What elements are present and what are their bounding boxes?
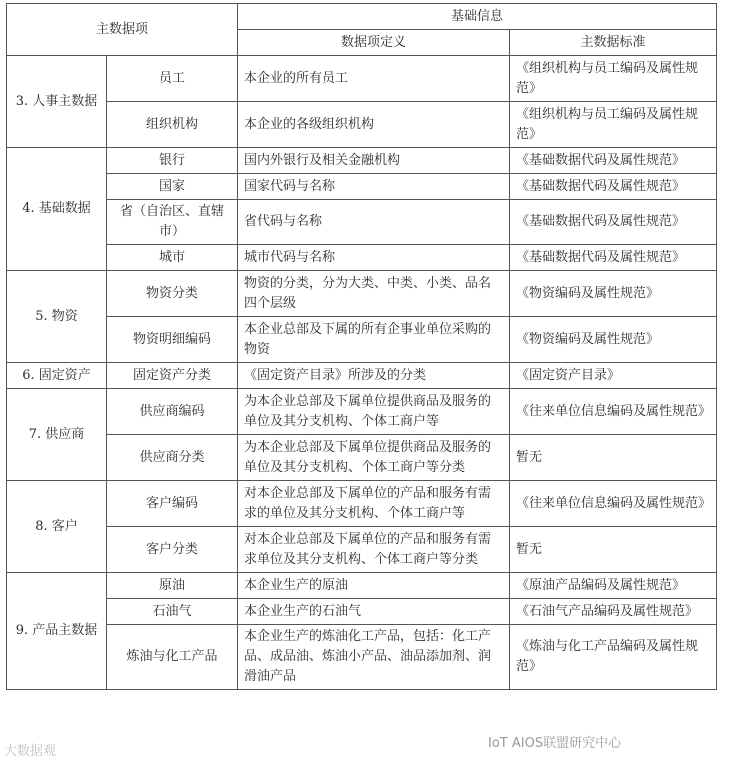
definition-cell: 《固定资产目录》所涉及的分类 <box>238 363 510 389</box>
definition-cell: 国家代码与名称 <box>238 174 510 200</box>
item-name-cell: 银行 <box>107 148 238 174</box>
item-name-cell: 客户分类 <box>107 527 238 573</box>
table-row <box>7 625 717 690</box>
table-row <box>7 174 717 200</box>
group-name-cell: 8. 客户 <box>7 481 107 573</box>
definition-cell: 为本企业总部及下属单位提供商品及服务的单位及其分支机构、个体工商户等分类 <box>238 435 510 481</box>
item-name-cell: 物资明细编码 <box>107 317 238 363</box>
item-name-cell: 炼油与化工产品 <box>107 625 238 690</box>
standard-cell: 《原油产品编码及属性规范》 <box>510 573 717 599</box>
table-row <box>7 317 717 363</box>
item-name-cell: 客户编码 <box>107 481 238 527</box>
watermark-right: IoT AIOS联盟研究中心 <box>488 736 622 751</box>
standard-cell: 《固定资产目录》 <box>510 363 717 389</box>
standard-cell: 《基础数据代码及属性规范》 <box>510 148 717 174</box>
table-row <box>7 363 717 389</box>
standard-cell: 《往来单位信息编码及属性规范》 <box>510 481 717 527</box>
table-row <box>7 245 717 271</box>
standard-cell: 《基础数据代码及属性规范》 <box>510 200 717 245</box>
standard-cell: 《石油气产品编码及属性规范》 <box>510 599 717 625</box>
standard-cell: 《基础数据代码及属性规范》 <box>510 174 717 200</box>
item-name-cell: 省（自治区、直辖市） <box>107 200 238 245</box>
table-body <box>7 56 717 690</box>
standard-cell: 暂无 <box>510 527 717 573</box>
group-name-cell: 9. 产品主数据 <box>7 573 107 690</box>
definition-cell: 本企业总部及下属的所有企事业单位采购的物资 <box>238 317 510 363</box>
item-name-cell: 城市 <box>107 245 238 271</box>
definition-cell: 国内外银行及相关金融机构 <box>238 148 510 174</box>
table-row <box>7 481 717 527</box>
table-row <box>7 148 717 174</box>
item-name-cell: 原油 <box>107 573 238 599</box>
standard-cell: 《组织机构与员工编码及属性规范》 <box>510 56 717 102</box>
header-definition: 数据项定义 <box>238 30 510 56</box>
definition-cell: 本企业的各级组织机构 <box>238 102 510 148</box>
group-name-cell: 4. 基础数据 <box>7 148 107 271</box>
standard-cell: 《炼油与化工产品编码及属性规范》 <box>510 625 717 690</box>
item-name-cell: 供应商分类 <box>107 435 238 481</box>
definition-cell: 对本企业总部及下属单位的产品和服务有需求的单位及其分支机构、个体工商户等 <box>238 481 510 527</box>
table-row <box>7 435 717 481</box>
definition-cell: 省代码与名称 <box>238 200 510 245</box>
definition-cell: 本企业生产的炼油化工产品，包括：化工产品、成品油、炼油小产品、油品添加剂、润滑油产品 <box>238 625 510 690</box>
table-row <box>7 102 717 148</box>
table-row <box>7 200 717 245</box>
table-row <box>7 56 717 102</box>
definition-cell: 本企业生产的石油气 <box>238 599 510 625</box>
definition-cell: 本企业的所有员工 <box>238 56 510 102</box>
item-name-cell: 固定资产分类 <box>107 363 238 389</box>
definition-cell: 本企业生产的原油 <box>238 573 510 599</box>
group-name-cell: 5. 物资 <box>7 271 107 363</box>
group-name-cell: 3. 人事主数据 <box>7 56 107 148</box>
item-name-cell: 石油气 <box>107 599 238 625</box>
item-name-cell: 国家 <box>107 174 238 200</box>
header-standard: 主数据标准 <box>510 30 717 56</box>
standard-cell: 《物资编码及属性规范》 <box>510 271 717 317</box>
item-name-cell: 供应商编码 <box>107 389 238 435</box>
master-data-table <box>6 3 717 690</box>
standard-cell: 《基础数据代码及属性规范》 <box>510 245 717 271</box>
standard-cell: 《物资编码及属性规范》 <box>510 317 717 363</box>
definition-cell: 物资的分类，分为大类、中类、小类、品名四个层级 <box>238 271 510 317</box>
item-name-cell: 组织机构 <box>107 102 238 148</box>
item-name-cell: 物资分类 <box>107 271 238 317</box>
definition-cell: 对本企业总部及下属单位的产品和服务有需求单位及其分支机构、个体工商户等分类 <box>238 527 510 573</box>
group-name-cell: 6. 固定资产 <box>7 363 107 389</box>
definition-cell: 为本企业总部及下属单位提供商品及服务的单位及其分支机构、个体工商户等 <box>238 389 510 435</box>
item-name-cell: 员工 <box>107 56 238 102</box>
standard-cell: 暂无 <box>510 435 717 481</box>
group-name-cell: 7. 供应商 <box>7 389 107 481</box>
standard-cell: 《组织机构与员工编码及属性规范》 <box>510 102 717 148</box>
table-row <box>7 573 717 599</box>
watermark-left: 大数据观 <box>4 744 57 759</box>
table-row <box>7 599 717 625</box>
standard-cell: 《往来单位信息编码及属性规范》 <box>510 389 717 435</box>
definition-cell: 城市代码与名称 <box>238 245 510 271</box>
table-row <box>7 389 717 435</box>
table-row <box>7 271 717 317</box>
header-main-item: 主数据项 <box>7 4 238 56</box>
header-basic-info: 基础信息 <box>238 4 717 30</box>
table-row <box>7 527 717 573</box>
